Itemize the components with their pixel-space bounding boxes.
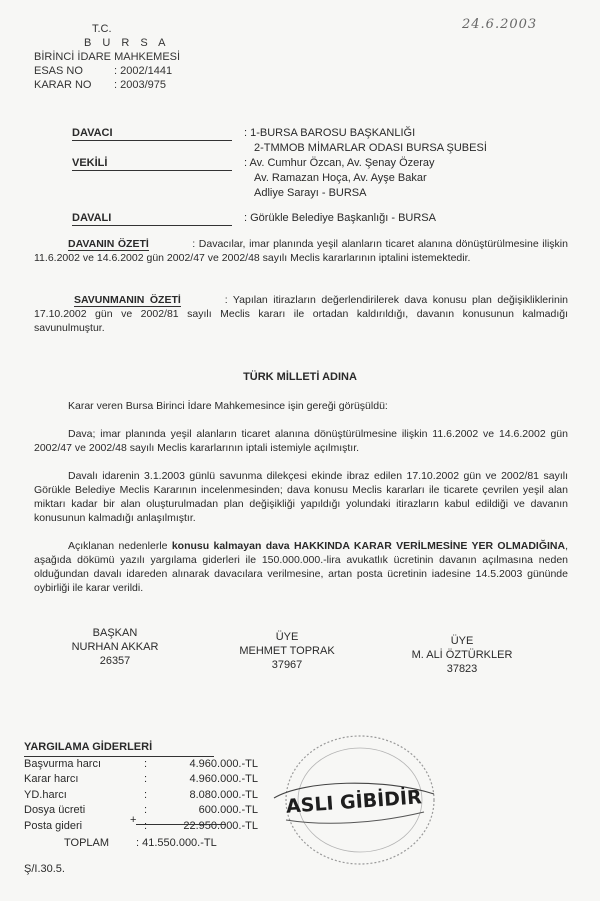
signature-name: MEHMET TOPRAK	[239, 645, 335, 657]
signature-role: ÜYE	[275, 631, 299, 643]
total-label: TOPLAM	[64, 837, 110, 849]
vekili-value-2: Av. Ramazan Hoça, Av. Ayşe Bakar	[254, 172, 427, 184]
cost-value: 600.000.-TL	[198, 804, 258, 816]
stamp-text: ASLI GİBİDİR	[285, 786, 423, 818]
body-p4-verdict: konusu kalmayan dava HAKKINDA KARAR VERİLMESİNE YER OLMADIĞINA	[171, 540, 566, 552]
esas-label: ESAS NO	[34, 65, 83, 77]
costs-table	[24, 740, 258, 834]
cost-row: Başvurma harcı : 4.960.000.-TL	[24, 757, 258, 773]
karar-label: KARAR NO	[34, 79, 92, 91]
cost-label: Karar harcı	[24, 773, 79, 785]
document-header	[34, 22, 180, 92]
cost-label: Başvurma harcı	[24, 757, 102, 770]
sum-line	[130, 814, 226, 826]
signature-baskan	[60, 626, 170, 668]
vekili-value-1: : Av. Cumhur Özcan, Av. Şenay Özeray	[244, 157, 435, 169]
body-paragraph-2	[34, 428, 568, 456]
cost-value: 22.950.000.-TL	[183, 819, 258, 832]
cost-row: Posta gideri : 22.950.000.-TL	[24, 819, 258, 835]
footer-code: Ş/I.30.5.	[24, 863, 65, 875]
davanin-ozeti-label: DAVANIN ÖZETİ	[68, 238, 149, 250]
body-paragraph-4	[34, 540, 568, 595]
certified-copy-stamp	[264, 728, 444, 878]
header-court: BİRİNCİ İDARE MAHKEMESİ	[34, 51, 181, 63]
total-value: : 41.550.000.-TL	[136, 837, 217, 849]
body-paragraph-3	[34, 470, 568, 525]
cost-label: YD.harcı	[24, 788, 67, 801]
davali-label: DAVALI	[72, 211, 232, 226]
davanin-ozeti	[34, 238, 568, 266]
davali-value: : Görükle Belediye Başkanlığı - BURSA	[244, 212, 436, 224]
cost-label: Posta gideri	[24, 819, 83, 832]
cost-row: Dosya ücreti : 600.000.-TL	[24, 803, 258, 819]
signature-number: 26357	[99, 655, 131, 667]
vekili-value-3: Adliye Sarayı - BURSA	[254, 187, 367, 199]
cost-value: 4.960.000.-TL	[189, 773, 258, 785]
karar-row	[34, 78, 180, 92]
header-tc: T.C.	[92, 23, 112, 35]
signature-name: NURHAN AKKAR	[71, 641, 159, 653]
davanin-ozeti-text: : Davacılar, imar planında yeşil alanların ticaret alanına dönüştürülmesine ilişkin 11.6.2002 ve 14.6.2002 gün 2002/47 ve 2002/48 sayılı Meclis kararlarının iptalini istemektedir.	[34, 238, 568, 264]
body-paragraph-1	[34, 400, 568, 414]
savunmanin-ozeti	[34, 294, 568, 336]
esas-value: : 2002/1441	[114, 65, 173, 77]
body-p3-text: Davalı idarenin 3.1.2003 günlü savunma dilekçesi ekinde ibraz edilen 17.10.2002 gün ve 2002/81 sayılı Görükle Belediye Meclis Kararının incelenmesinden; dava konusu Meclis kararları ile ticarete çevrilen yeşil alan miktarı kadar bir alan oluşturulmadan plan değişikliği yapıldığı yolundaki itirazların kabul edildiği ve davanın konusunun kalmadığı anlaşılmıştır.	[34, 470, 568, 524]
total-row	[64, 836, 217, 851]
cost-label: Dosya ücreti	[24, 804, 86, 816]
signature-number: 37823	[446, 663, 478, 675]
signature-uye-1	[222, 630, 352, 672]
esas-row	[34, 64, 180, 78]
signature-role: ÜYE	[450, 635, 474, 647]
signature-uye-2	[394, 634, 530, 676]
signature-number: 37967	[271, 659, 303, 671]
vekili-label: VEKİLİ	[72, 156, 232, 171]
davaci-value-2: 2-TMMOB MİMARLAR ODASI BURSA ŞUBESİ	[254, 142, 487, 154]
signature-name: M. ALİ ÖZTÜRKLER	[411, 649, 513, 661]
karar-value: : 2003/975	[114, 79, 166, 91]
signature-role: BAŞKAN	[92, 627, 138, 639]
body-p2-text: Dava; imar planında yeşil alanların ticaret alanına dönüştürülmesine ilişkin 11.6.2002 ve 14.6.2002 gün 2002/47 ve 2002/48 sayılı Meclis kararlarının iptali istemiyle açılmıştır.	[34, 428, 568, 454]
verdict-title: TÜRK MİLLETİ ADINA	[243, 371, 357, 383]
cost-value: 8.080.000.-TL	[189, 788, 258, 801]
savunmanin-ozeti-label: SAVUNMANIN ÖZETİ	[74, 294, 181, 306]
davali-row	[72, 211, 436, 226]
header-city: B U R S A	[84, 37, 170, 49]
body-p1-text: Karar veren Bursa Birinci İdare Mahkemesince işin gereği görüşüldü:	[68, 400, 388, 412]
handwritten-date: 24.6.2003	[462, 17, 538, 32]
body-p4-rest: , aşağıda dökümü yazılı yargılama giderleri ile 150.000.000.-lira avukatlık ücretinin davanın açılmasına neden olduğundan davalı idareden alınarak davacılara verilmesine, artan posta ücretinin iadesine 14.5.2003 gününde oybirliği ile karar verildi.	[34, 540, 568, 594]
vekili-row	[72, 156, 435, 171]
davaci-row	[72, 126, 416, 141]
plus-sign: +	[130, 814, 137, 826]
davaci-label: DAVACI	[72, 126, 232, 141]
cost-value: 4.960.000.-TL	[189, 757, 258, 770]
body-p4-intro: Açıklanan nedenlerle	[68, 540, 172, 552]
davaci-value-1: : 1-BURSA BAROSU BAŞKANLIĞI	[244, 127, 416, 139]
costs-heading: YARGILAMA GİDERLERİ	[24, 740, 214, 757]
cost-row: YD.harcı : 8.080.000.-TL	[24, 788, 258, 804]
cost-row: Karar harcı : 4.960.000.-TL	[24, 772, 258, 788]
savunmanin-ozeti-text: : Yapılan itirazların değerlendirilerek dava konusu plan değişikliklerinin 17.10.2002 gün ve 2002/81 sayılı Meclis kararı ile ortadan kaldırıldığı, davanın konusunun kalmadığı savunulmuştur.	[34, 294, 568, 334]
